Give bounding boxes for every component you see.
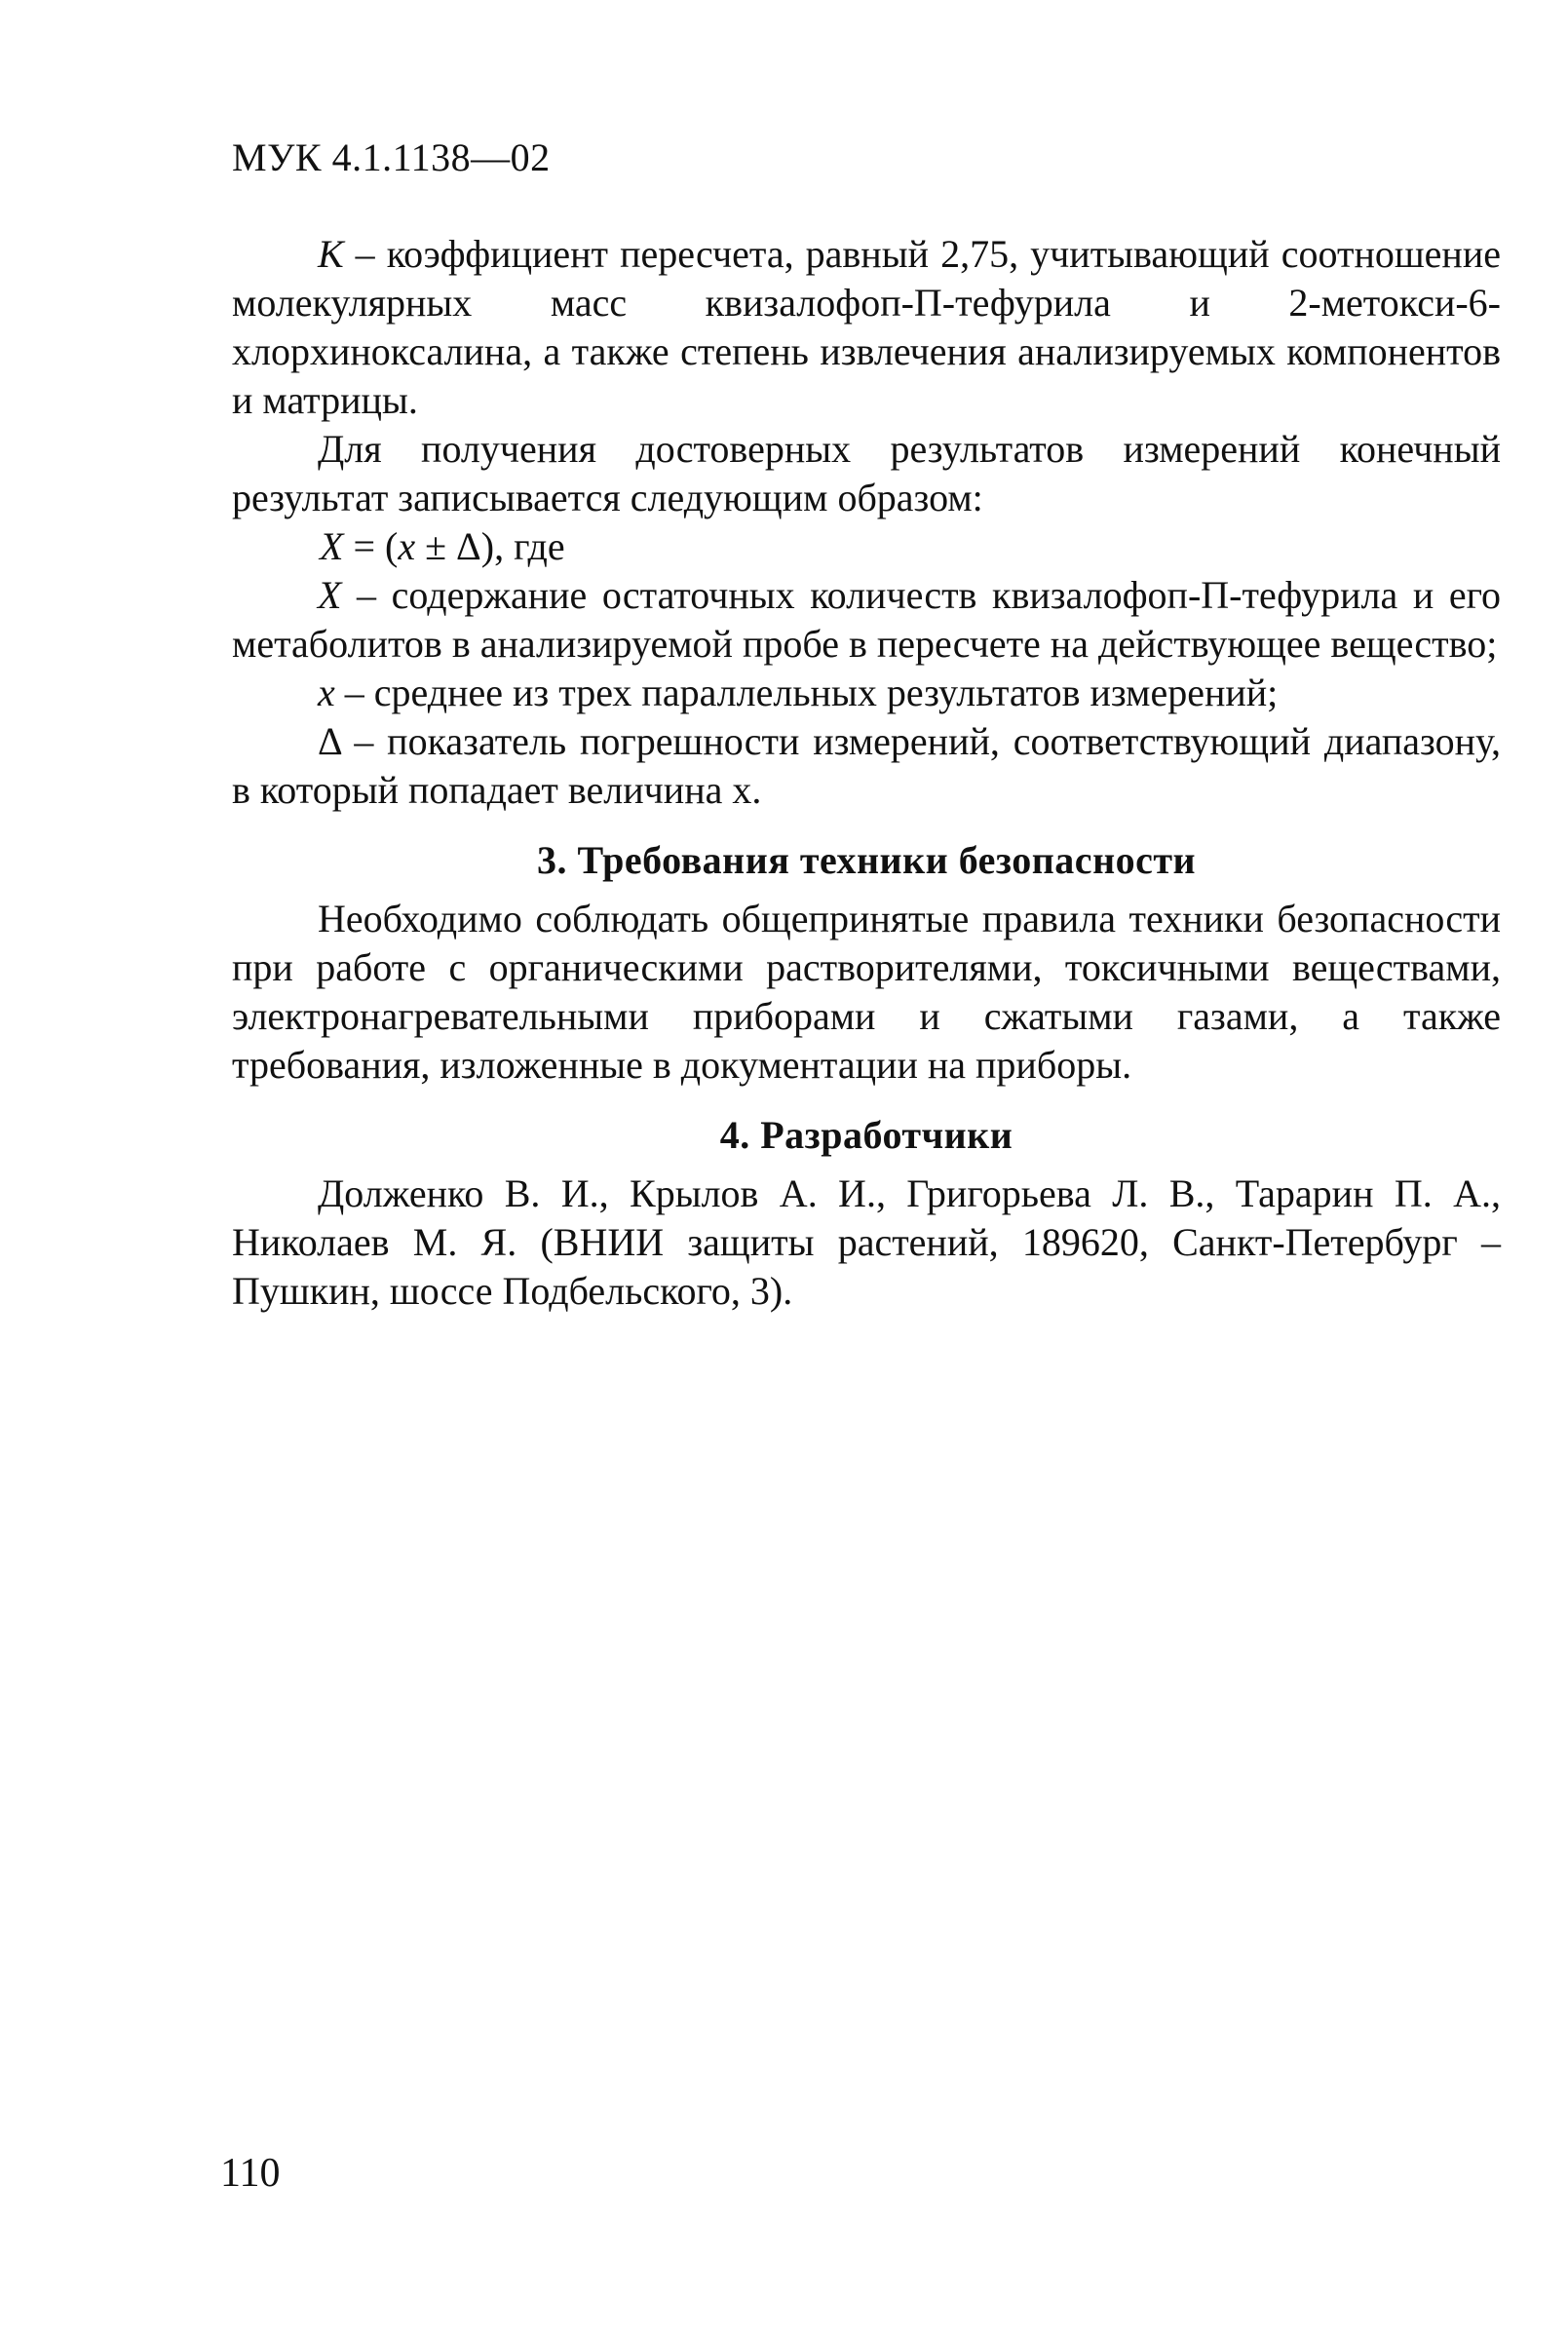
formula-eq: = (	[343, 524, 399, 568]
page-number: 110	[220, 2151, 281, 2196]
x-content-definition	[232, 571, 1501, 669]
x-mean-definition	[232, 669, 1501, 717]
delta-definition: Δ – показатель погрешности измерений, соответствующий диапазону, в который попадает величина х.	[232, 719, 1501, 812]
section-4-text: Долженко В. И., Крылов А. И., Григорьева Л. В., Тарарин П. А., Николаев М. Я. (ВНИИ защиты растений, 189620, Санкт-Петербург – Пушкин, шоссе Подбельского, 3).	[232, 1171, 1501, 1313]
section-4-title: 4. Разработчики	[719, 1113, 1013, 1157]
x-small-symbol: х	[318, 671, 335, 714]
k-coefficient-definition	[232, 230, 1501, 425]
section-3-text: Необходимо соблюдать общепринятые правила техники безопасности при работе с органическими растворителями, токсичными веществами, электронагревательными приборами и сжатыми газами, а также требования, изложенные в документации на приборы.	[232, 897, 1501, 1087]
formula-lhs: Х	[320, 524, 344, 568]
result-intro-paragraph: Для получения достоверных результатов измерений конечный результат записывается следующим образом:	[232, 427, 1501, 519]
section-3-title: 3. Требования техники безопасности	[536, 838, 1197, 882]
k-definition-text: – коэффициент пересчета, равный 2,75, учитывающий соотношение молекулярных масс квизалофоп-П-тефурила и 2-метокси-6-хлорхиноксалина, а также степень извлечения анализируемых компонентов и матрицы.	[232, 232, 1501, 422]
x-big-symbol: Х	[318, 573, 342, 617]
formula-x: х	[398, 524, 416, 568]
x-small-definition-text: – среднее из трех параллельных результатов измерений;	[334, 671, 1279, 714]
k-symbol: К	[318, 232, 344, 276]
page-content	[232, 230, 1501, 1316]
formula-rhs: ± Δ), где	[415, 524, 565, 568]
document-code-header: МУК 4.1.1138—02	[232, 135, 551, 179]
result-formula	[232, 522, 1501, 571]
x-big-definition-text: – содержание остаточных количеств квизалофоп-П-тефурила и его метаболитов в анализируемой пробе в пересчете на действующее вещество;	[232, 573, 1501, 666]
